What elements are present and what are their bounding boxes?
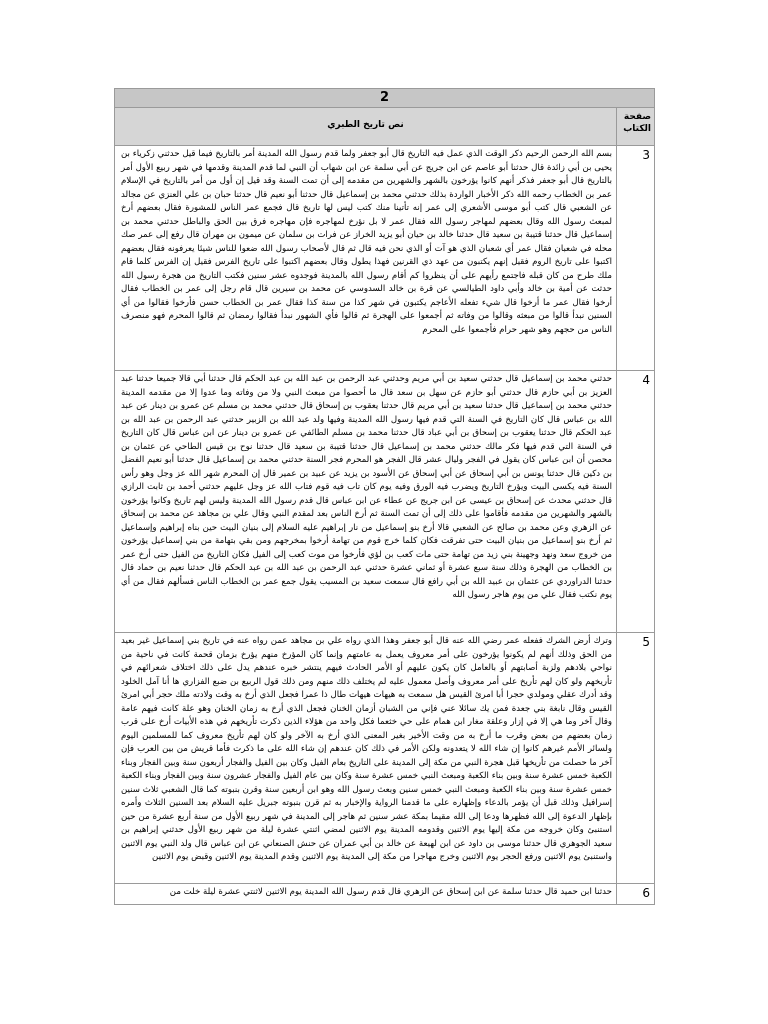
table-row <box>115 146 655 371</box>
page-column-header: صفحة الكتاب <box>617 108 655 146</box>
text-column-header: نص تاريخ الطبري <box>115 108 617 146</box>
row-text: حدثنا ابن حميد قال حدثنا سلمة عن ابن إسحاق عن الزهري قال قدم رسول الله المدينة يوم الاثنين لاثنتي عشرة ليلة خلت من <box>115 884 617 905</box>
header-row <box>115 108 655 146</box>
row-text: وترك أرض الشرك ففعله عمر رضي الله عنه قال أبو جعفر وهذا الذي رواه علي بن مجاهد عمن رواه عنه في تاريخ بني إسماعيل غير بعيد من الحق وذلك أنهم لم يكونوا يؤرخون على أمر معروف يعمل به عامتهم وإنما كان المؤرخ منهم يؤرخ بزمان قحمة كانت في ناحية من نواحي بلادهم ولزبة أصابتهم أو بالعامل كان يكون عليهم أو الأمر الحادث فيهم ينتشر خبره عندهم يدل على ذلك اختلاف شعرائهم في تأريخهم ولو كان لهم تأريخ على أمر معروف وأصل معمول عليه لم يختلف ذلك منهم ومن ذلك قول الربيع بن ضبع الفزاري ها أنا آمل الخلود وقد أدرك عقلي ومولدي حجرا أبا امرئ القيس هل سمعت به هيهات هيهات طال ذا عمرا فجعل الذي أرخ به وقت ولادته ملك حجر أبي امرئ القيس وقال نابغة بني جعدة فمن يك سائلا عني فإني من الشبان أزمان الخنان فجعل الذي أرخ به زمان الخنان وهو علة كانت فيهم عامة وقال آخر وما هي إلا في إزار وعلقة مغار ابن همام على حي خثعما فكل واحد من هؤلاء الذين ذكرت تأريخهم في هذه الأبيات أرخ على قرب زمان بعضهم من بعض وقرب ما أرخ به من وقت الأخير بغير المعنى الذي أرخ به الآخر ولو كان لهم تأريخ معروف كما للمسلمين اليوم ولسائر الأمم غيرهم كانوا إن شاء الله لا يتعدونه ولكن الأمر في ذلك كان عندهم إن شاء الله على ما ذكرت فأما قريش من بين العرب فإن آخر ما حصلت من تأريخها قبل هجرة النبي من مكة إلى المدينة على التاريخ بعام الفيل وكان بين الفيل والفجار أربعون سنة وبين الفجار وبناء الكعبة خمس عشرة سنة وبين بناء الكعبة ومبعث النبي خمس عشرة سنة وكان بين عام الفيل والفجار عشرون سنة وبين الفجار وبناء الكعبة خمس عشرة سنة وبين بناء الكعبة ومبعث النبي خمس سنين وبعث رسول الله وهو ابن أربعين سنة وقرن بنبوته كما قال الشعبي ثلاث سنين إسرافيل وذلك قبل أن يؤمر بالدعاء وإظهاره على ما قدمنا الرواية والإخبار به ثم قرن بنبوته جبريل عليه السلام بعد السنين الثلاث وأمره بإظهار الدعوة إلى الله فظهرها ودعا إلى الله مقيما بمكة عشر سنين ثم هاجر إلى المدينة في شهر ربيع الأول من سنة أربع عشرة من حين استنبئ وكان خروجه من مكة إليها يوم الاثنين وقدومه المدينة يوم الاثنين لمضي اثنتي عشرة ليلة من شهر ربيع الأول حدثني إبراهيم بن سعيد الجوهري قال حدثنا موسى بن داود عن ابن لهيعة عن خالد بن أبي عمران عن حنش الصنعاني عن ابن عباس قال ولد النبي يوم الاثنين واستنبئ يوم الاثنين ورفع الحجر يوم الاثنين وخرج مهاجرا من مكة إلى المدينة يوم الاثنين وقدم المدينة يوم الاثنين وقبض يوم الاثنين <box>115 633 617 884</box>
table-row <box>115 884 655 905</box>
sheet-number-row <box>115 89 655 108</box>
row-page-number: 3 <box>617 146 655 371</box>
table-row <box>115 633 655 884</box>
row-page-number: 5 <box>617 633 655 884</box>
row-text: حدثني محمد بن إسماعيل قال حدثني سعيد بن أبي مريم وحدثني عبد الرحمن بن عبد الله بن عبد الحكم قال حدثنا أبي قالا جميعا حدثنا عبد العزيز بن أبي حازم قال حدثني أبو حازم عن سهل بن سعد قال ما أحصوا من مبعث النبي ولا من وفاته وما عدوا إلا من مقدمه المدينة حدثني محمد بن إسماعيل قال حدثنا سعيد بن أبي مريم قال حدثنا يعقوب بن إسحاق قال حدثني محمد بن مسلم عن عمرو بن دينار عن عبد الله بن عباس قال كان التاريخ في السنة التي قدم فيها رسول الله المدينة وفيها ولد عبد الله بن الزبير حدثني عبد الرحمن بن عبد الله بن عبد الحكم قال حدثنا يعقوب بن إسحاق بن أبي عباد قال حدثنا محمد بن مسلم الطائفي عن عمرو بن دينار عن ابن عباس قال كان التاريخ في السنة التي قدم فيها فكر مالك حدثني محمد بن إسماعيل قال حدثنا قتيبة بن سعيد قال حدثنا نوح بن قيس الطاحي عن عثمان بن محصن أن ابن عباس كان يقول في الفجر وليال عشر قال الفجر هو المحرم فجر السنة حدثني محمد بن إسماعيل قال حدثنا أبو نعيم الفضل بن دكين قال حدثنا يونس بن أبي إسحاق عن أبي إسحاق عن الأسود بن يزيد عن عبيد بن عمير قال إن المحرم شهر الله عز وجل وهو رأس السنة فيه يكسى البيت ويؤرخ التاريخ ويضرب فيه الورق وفيه يوم كان تاب فيه قوم فتاب الله عز وجل عليهم حدثني أحمد بن ثابت الرازي قال حدثني محدث عن إسحاق بن عيسى عن ابن جريج عن عطاء عن ابن عباس قال قدم رسول الله المدينة وليس لهم تاريخ وكانوا يؤرخون بالشهر والشهرين من مقدمه فأقاموا على ذلك إلى أن تمت السنة ثم أرخ الناس بعد لمقدم النبي وقال علي بن مجاهد عن محمد بن إسحاق عن الزهري وعن محمد بن صالح عن الشعبي قالا أرخ بنو إسماعيل من نار إبراهيم عليه السلام إلى بنيان البيت حين بناه إبراهيم وإسماعيل ثم أرخ بنو إسماعيل من بنيان البيت حتى تفرقت فكان كلما خرج قوم من تهامة أرخوا بمخرجهم ومن بقي بتهامة من بني إسماعيل يؤرخون من خروج سعد ونهد وجهينة بني زيد من تهامة حتى مات كعب بن لؤي فأرخوا من موت كعب إلى الفيل فكان التاريخ من الفيل حتى أرخ عمر بن الخطاب من الهجرة وذلك سنة سبع عشرة أو ثماني عشرة حدثني عبد الرحمن بن عبد الله بن عبد الحكم قال حدثنا نعيم بن حماد قال حدثنا الدراوردي عن عثمان بن عبيد الله بن أبي رافع قال سمعت سعيد بن المسيب يقول جمع عمر بن الخطاب الناس فسألهم فقال من أي يوم نكتب فقال علي من يوم هاجر رسول الله <box>115 371 617 633</box>
sheet-number: 2 <box>115 89 655 108</box>
row-text: بسم الله الرحمن الرحيم ذكر الوقت الذي عمل فيه التاريخ قال أبو جعفر ولما قدم رسول الله المدينة أمر بالتاريخ فيما قيل حدثني زكرياء بن يحيى بن أبي زائدة قال حدثنا أبو عاصم عن ابن جريج عن أبي سلمة عن ابن شهاب أن النبي لما قدم المدينة وقدمها في شهر ربيع الأول أمر بالتاريخ قال أبو جعفر فذكر أنهم كانوا يؤرخون بالشهر والشهرين من مقدمه إلى أن تمت السنة وقد قيل إن أول من أمر بالتاريخ في الإسلام عمر بن الخطاب رحمه الله ذكر الأخبار الواردة بذلك حدثني محمد بن إسماعيل قال حدثنا أبو نعيم قال حدثنا حبان بن علي العنزي عن مجالد عن الشعبي قال كتب أبو موسى الأشعري إلى عمر إنه تأتينا منك كتب ليس لها تاريخ قال فجمع عمر الناس للمشورة فقال بعضهم أرخ لمبعث رسول الله وقال بعضهم لمهاجر رسول الله فقال عمر لا بل نؤرخ لمهاجره فإن مهاجره فرق بين الحق والباطل حدثني محمد بن إسماعيل قال حدثنا قتيبة بن سعيد قال حدثنا خالد بن حيان أبو يزيد الخراز عن فرات بن سلمان عن ميمون بن مهران قال رفع إلى عمر صك محله في شعبان فقال عمر أي شعبان الذي هو آت أو الذي نحن فيه قال ثم قال لأصحاب رسول الله ضعوا للناس شيئا يعرفونه فقال بعضهم اكتبوا على تاريخ الروم فقيل إنهم يكتبون من عهد ذي القرنين فهذا يطول وقال بعضهم اكتبوا على تاريخ الفرس فقيل إن الفرس كلما قام ملك طرح من كان قبله فاجتمع رأيهم على أن ينظروا كم أقام رسول الله بالمدينة فوجدوه عشر سنين فكتب التاريخ من هجرة رسول الله حدثت عن أمية بن خالد وأبي داود الطيالسي عن قرة بن خالد السدوسي عن محمد بن سيرين قال قام رجل إلى عمر بن الخطاب فقال أرخوا فقال عمر ما أرخوا قال شيء تفعله الأعاجم يكتبون في شهر كذا من سنة كذا فقال عمر بن الخطاب حسن فأرخوا فقالوا من أي السنين نبدأ قالوا من مبعثه وقالوا من وفاته ثم أجمعوا على الهجرة ثم قالوا فأي الشهور نبدأ فقالوا رمضان ثم قالوا المحرم فهو منصرف الناس من حجهم وهو شهر حرام فأجمعوا على المحرم <box>115 146 617 371</box>
row-page-number: 6 <box>617 884 655 905</box>
row-page-number: 4 <box>617 371 655 633</box>
table-row <box>115 371 655 633</box>
text-table <box>114 88 655 905</box>
